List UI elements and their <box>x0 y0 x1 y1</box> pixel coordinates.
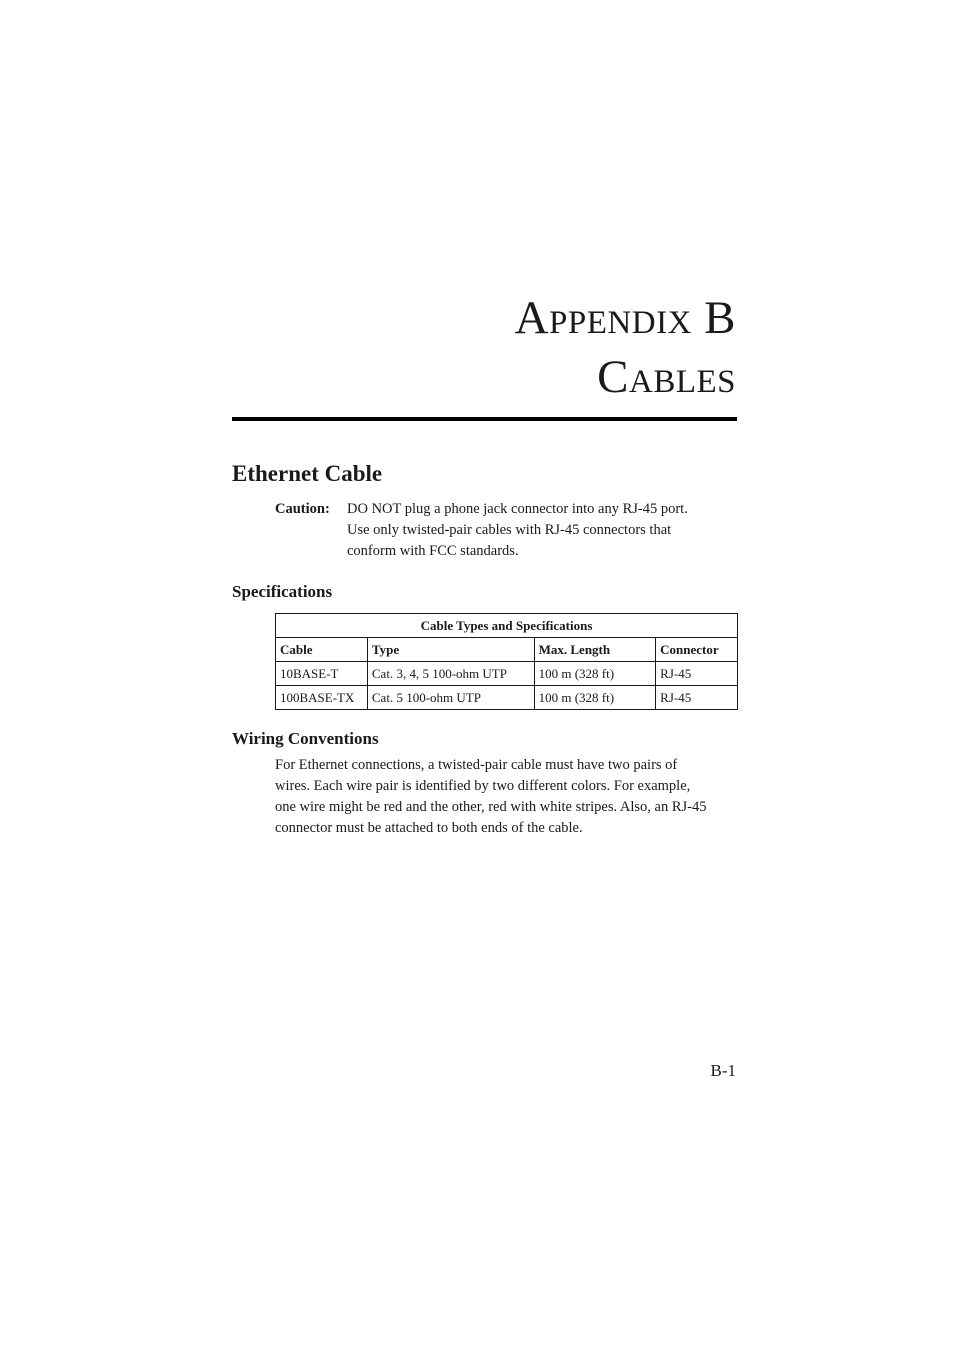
caution-text <box>347 499 737 562</box>
paragraph-line: For Ethernet connections, a twisted-pair cable must have two pairs of <box>275 757 678 773</box>
table-cell: Cat. 5 100-ohm UTP <box>367 686 534 710</box>
table-caption: Cable Types and Specifications <box>276 614 738 638</box>
subsection-heading-wiring-conventions: Wiring Conventions <box>232 729 379 748</box>
table-header-row <box>276 638 738 662</box>
section-heading-ethernet-cable: Ethernet Cable <box>232 461 383 486</box>
table-row <box>276 686 738 710</box>
paragraph-line: wires. Each wire pair is identified by two different colors. For example, <box>275 778 691 794</box>
table-cell: 10BASE-T <box>276 662 368 686</box>
caution-line: Use only twisted-pair cables with RJ-45 connectors that <box>347 522 672 538</box>
table-header-cell: Type <box>367 638 534 662</box>
page-number: B-1 <box>710 1061 736 1080</box>
subsection-heading-specifications: Specifications <box>232 582 333 601</box>
caution-line: DO NOT plug a phone jack connector into any RJ-45 port. <box>347 501 688 517</box>
table-cell: 100 m (328 ft) <box>534 686 656 710</box>
table-cell: 100BASE-TX <box>276 686 368 710</box>
table-header-cell: Cable <box>276 638 368 662</box>
wiring-paragraph <box>275 755 740 839</box>
table-cell: Cat. 3, 4, 5 100-ohm UTP <box>367 662 534 686</box>
table-cell: RJ-45 <box>656 662 738 686</box>
caution-label: Caution: <box>275 501 330 517</box>
paragraph-line: connector must be attached to both ends of the cable. <box>275 820 583 836</box>
chapter-title: Cables <box>597 351 736 403</box>
table-cell: 100 m (328 ft) <box>534 662 656 686</box>
paragraph-line: one wire might be red and the other, red with white stripes. Also, an RJ-45 <box>275 799 707 815</box>
cable-spec-table <box>275 613 738 710</box>
table-cell: RJ-45 <box>656 686 738 710</box>
appendix-title: Appendix B <box>514 292 736 344</box>
caution-line: conform with FCC standards. <box>347 543 519 559</box>
table-header-cell: Max. Length <box>534 638 656 662</box>
title-divider <box>232 417 737 421</box>
table-header-cell: Connector <box>656 638 738 662</box>
table-row <box>276 662 738 686</box>
